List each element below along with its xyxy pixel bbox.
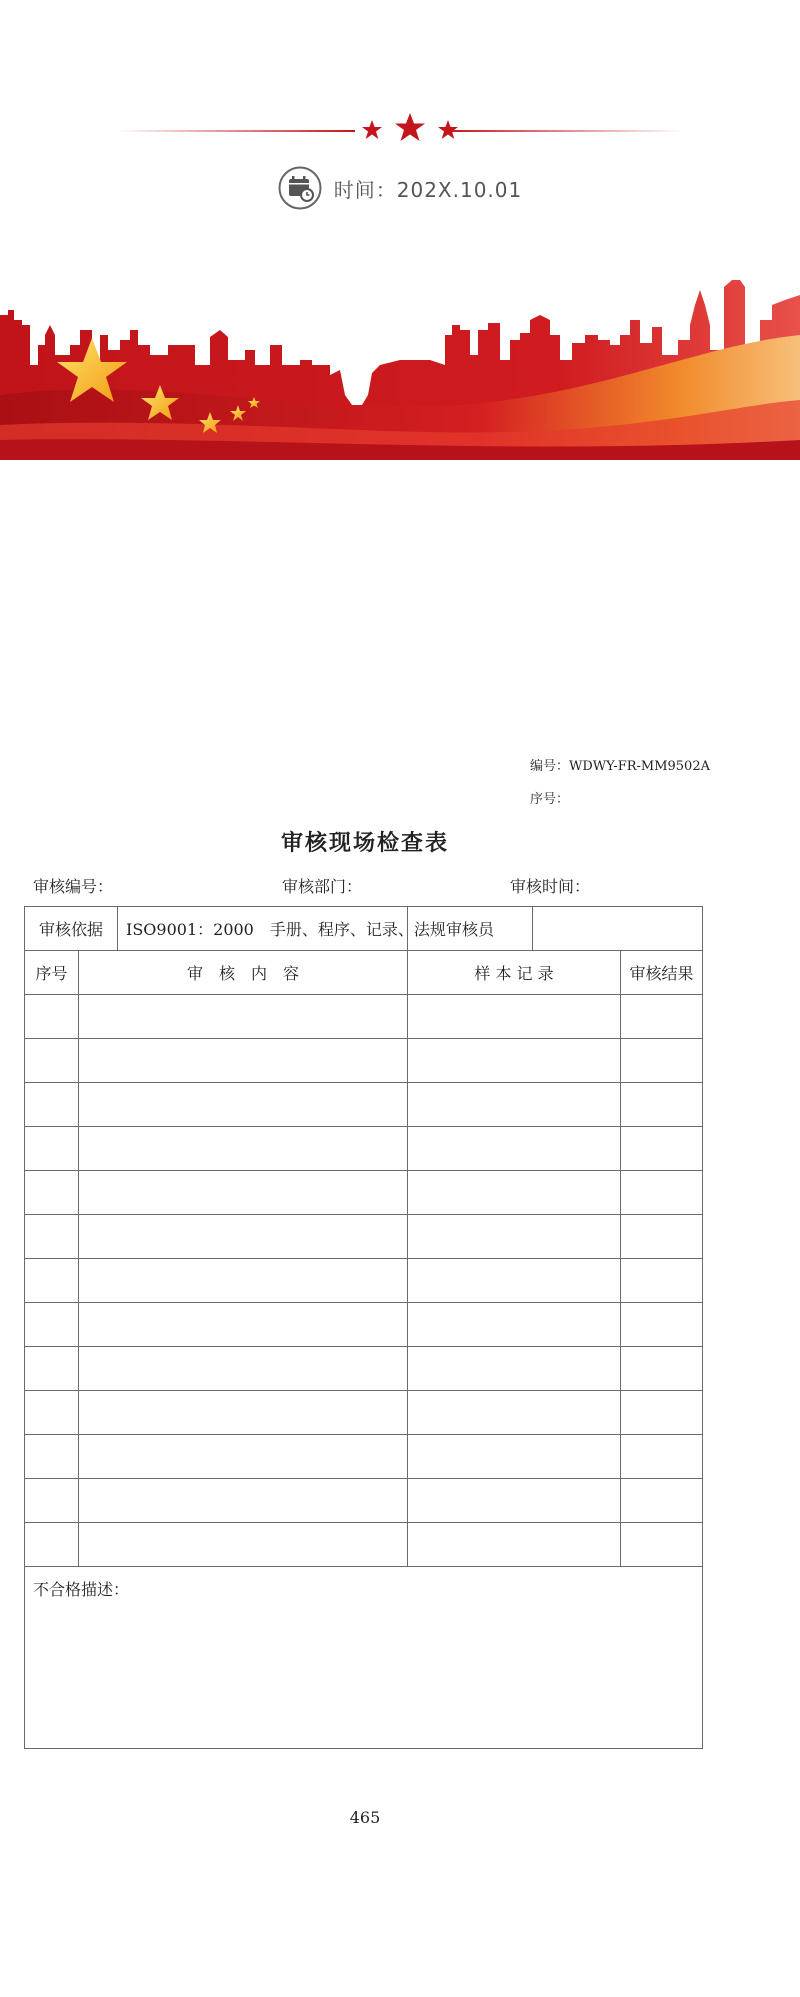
row-seq-cell[interactable] [25, 1171, 79, 1215]
audit-department-label: 审核部门： [282, 877, 363, 896]
row-result-cell[interactable] [621, 1303, 703, 1347]
date-label: 时间：202X.10.01 [333, 177, 523, 202]
row-seq-cell[interactable] [25, 1303, 79, 1347]
star-icon [438, 120, 458, 139]
row-content-cell[interactable] [79, 1523, 408, 1567]
row-sample-cell[interactable] [408, 1127, 621, 1171]
row-result-cell[interactable] [621, 1171, 703, 1215]
row-result-cell[interactable] [621, 1523, 703, 1567]
basis-label: 审核依据 [25, 907, 118, 951]
star-icon [362, 120, 382, 139]
ornament-line-right [445, 130, 685, 132]
skyline-banner [0, 265, 800, 460]
row-sample-cell[interactable] [408, 1303, 621, 1347]
row-sample-cell[interactable] [408, 1171, 621, 1215]
basis-row [25, 907, 703, 951]
table-row [25, 1391, 703, 1435]
auditor-value-cell[interactable] [533, 907, 703, 951]
row-sample-cell[interactable] [408, 1215, 621, 1259]
table-row [25, 1435, 703, 1479]
row-sample-cell[interactable] [408, 1347, 621, 1391]
table-row [25, 1171, 703, 1215]
table-row [25, 1215, 703, 1259]
date-row [0, 165, 800, 211]
table-row [25, 995, 703, 1039]
row-content-cell[interactable] [79, 1435, 408, 1479]
row-result-cell[interactable] [621, 995, 703, 1039]
row-content-cell[interactable] [79, 1171, 408, 1215]
table-row [25, 1083, 703, 1127]
row-result-cell[interactable] [621, 1391, 703, 1435]
table-row [25, 1523, 703, 1567]
row-content-cell[interactable] [79, 1039, 408, 1083]
basis-value: ISO9001：2000 手册、程序、记录、法规 [118, 907, 408, 951]
row-sample-cell[interactable] [408, 1259, 621, 1303]
row-content-cell[interactable] [79, 1127, 408, 1171]
row-seq-cell[interactable] [25, 1391, 79, 1435]
row-result-cell[interactable] [621, 1083, 703, 1127]
audit-checklist-table [24, 906, 703, 1749]
row-content-cell[interactable] [79, 995, 408, 1039]
table-row [25, 1347, 703, 1391]
row-result-cell[interactable] [621, 1039, 703, 1083]
row-sample-cell[interactable] [408, 1391, 621, 1435]
column-header-row [25, 951, 703, 995]
row-content-cell[interactable] [79, 1347, 408, 1391]
row-content-cell[interactable] [79, 1303, 408, 1347]
document-code: 编号：WDWY-FR-MM9502A [530, 759, 710, 774]
auditor-label: 审核员 [408, 907, 533, 951]
row-seq-cell[interactable] [25, 1523, 79, 1567]
page-number: 465 [349, 1808, 381, 1827]
row-result-cell[interactable] [621, 1127, 703, 1171]
row-content-cell[interactable] [79, 1259, 408, 1303]
row-result-cell[interactable] [621, 1215, 703, 1259]
row-sample-cell[interactable] [408, 1083, 621, 1127]
row-result-cell[interactable] [621, 1479, 703, 1523]
table-row [25, 1127, 703, 1171]
star-icon [395, 113, 425, 141]
row-sample-cell[interactable] [408, 1435, 621, 1479]
table-row [25, 1039, 703, 1083]
row-seq-cell[interactable] [25, 995, 79, 1039]
row-content-cell[interactable] [79, 1215, 408, 1259]
row-sample-cell[interactable] [408, 995, 621, 1039]
row-seq-cell[interactable] [25, 1215, 79, 1259]
audit-time-label: 审核时间： [510, 877, 591, 896]
column-header-sample: 样 本 记 录 [408, 951, 621, 995]
row-seq-cell[interactable] [25, 1435, 79, 1479]
row-seq-cell[interactable] [25, 1347, 79, 1391]
row-sample-cell[interactable] [408, 1523, 621, 1567]
column-header-seq: 序号 [25, 951, 79, 995]
row-seq-cell[interactable] [25, 1039, 79, 1083]
row-content-cell[interactable] [79, 1391, 408, 1435]
row-seq-cell[interactable] [25, 1083, 79, 1127]
row-content-cell[interactable] [79, 1479, 408, 1523]
ornament-line-left [115, 130, 355, 132]
column-header-content: 审 核 内 容 [79, 951, 408, 995]
row-sample-cell[interactable] [408, 1039, 621, 1083]
audit-number-label: 审核编号： [33, 877, 114, 896]
row-seq-cell[interactable] [25, 1259, 79, 1303]
row-result-cell[interactable] [621, 1259, 703, 1303]
calendar-clock-icon [278, 166, 322, 210]
nonconformity-row [25, 1567, 703, 1749]
nonconformity-cell[interactable] [25, 1567, 703, 1749]
row-result-cell[interactable] [621, 1435, 703, 1479]
row-seq-cell[interactable] [25, 1479, 79, 1523]
document-sequence: 序号： [530, 792, 570, 807]
form-title: 审核现场检查表 [280, 830, 449, 856]
nonconformity-label: 不合格描述： [33, 1580, 130, 1599]
table-row [25, 1303, 703, 1347]
table-row [25, 1479, 703, 1523]
header-ornament [115, 110, 685, 150]
row-seq-cell[interactable] [25, 1127, 79, 1171]
row-result-cell[interactable] [621, 1347, 703, 1391]
table-row [25, 1259, 703, 1303]
row-content-cell[interactable] [79, 1083, 408, 1127]
column-header-result: 审核结果 [621, 951, 703, 995]
row-sample-cell[interactable] [408, 1479, 621, 1523]
